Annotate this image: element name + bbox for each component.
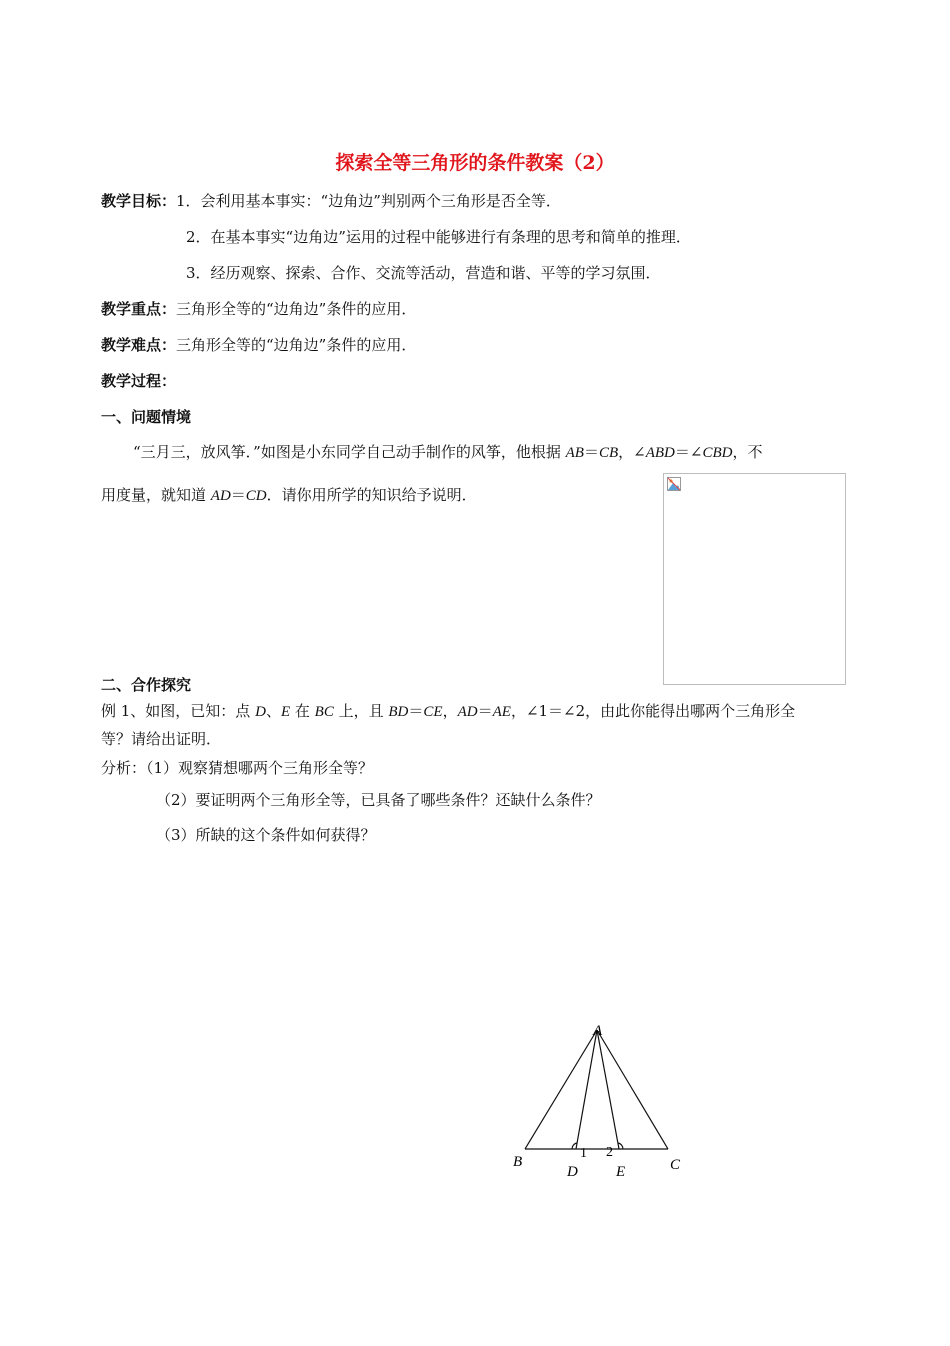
angle-cbd: CBD [702,445,733,461]
example-line-1 [101,700,795,721]
triangle-figure [500,1018,710,1188]
label-d: D [567,1164,578,1180]
seg-ce: CE [423,704,443,720]
page-title: 探索全等三角形的条件教案（2） [335,152,615,174]
key-point-text: 三角形全等的“边角边”条件的应用． [176,300,417,318]
seg-cb: CB [598,445,619,461]
process-label: 教学过程： [101,372,177,390]
difficulty-text: 三角形全等的“边角边”条件的应用． [176,336,417,354]
label-c: C [670,1157,681,1173]
text: “三月三，放风筝．”如图是小东同学自己动手制作的风筝，他根据 [133,443,566,461]
analysis-item-3: （3）所缺的这个条件如何获得？ [156,826,376,844]
example-line-2: 等？请给出证明． [101,730,222,748]
difficulty-label: 教学难点： [101,336,177,354]
label-angle-1: 1 [580,1146,587,1161]
point-d: D [255,704,266,720]
seg-ad: AD [210,488,231,504]
label-e: E [616,1164,626,1180]
text: 用度量，就知道 [101,486,211,504]
label-angle-2: 2 [606,1145,613,1160]
point-e: E [280,704,291,720]
seg-bd: BD [388,704,409,720]
text: 例 1、如图，已知：点 [101,702,256,720]
seg-ae: AE [492,704,511,720]
text: ，∠ [618,443,646,461]
analysis-line-1 [101,757,373,778]
goal-item-3: 3．经历观察、探索、合作、交流等活动，营造和谐、平等的学习氛围． [186,264,661,282]
text: ＝ [583,443,599,461]
text: ＝ [477,702,493,720]
seg-ab: AB [565,445,584,461]
goals-label: 教学目标： [101,192,177,210]
label-a: A [593,1023,603,1039]
seg-bc: BC [314,704,334,720]
analysis-label: 分析： [101,759,147,777]
label-b: B [513,1154,523,1170]
section1-heading: 一、问题情境 [101,408,192,426]
text: ＝ [230,486,246,504]
text: ，不 [732,443,763,461]
difficulty [101,334,416,355]
seg-cd: CD [245,488,267,504]
text: ，∠1＝∠2，由此你能得出哪两个三角形全 [510,702,796,720]
section1-paragraph-line-2 [101,484,477,505]
section2-heading: 二、合作探究 [101,676,192,694]
goal-item-1: 1．会利用基本事实：“边角边”判别两个三角形是否全等． [176,192,561,210]
goals-line-1 [101,190,561,211]
text: 、 [265,702,281,720]
analysis-item-2: （2）要证明两个三角形全等，已具备了哪些条件？还缺什么条件？ [156,791,601,809]
text: ．请你用所学的知识给予说明． [266,486,477,504]
analysis-item-1: （1）观察猜想哪两个三角形全等？ [146,759,374,777]
section1-paragraph-line-1 [133,441,762,462]
text: ， [442,702,458,720]
text: ＝∠ [674,443,703,461]
angle-abd: ABD [645,445,675,461]
key-point [101,298,416,319]
text: ＝ [408,702,424,720]
goal-item-2: 2．在基本事实“边角边”运用的过程中能够进行有条理的思考和简单的推理． [186,228,691,246]
seg-ad: AD [457,704,478,720]
key-point-label: 教学重点： [101,300,177,318]
kite-image-placeholder [663,473,846,685]
text: 上，且 [333,702,389,720]
text: 在 [290,702,315,720]
broken-image-icon [667,477,681,491]
